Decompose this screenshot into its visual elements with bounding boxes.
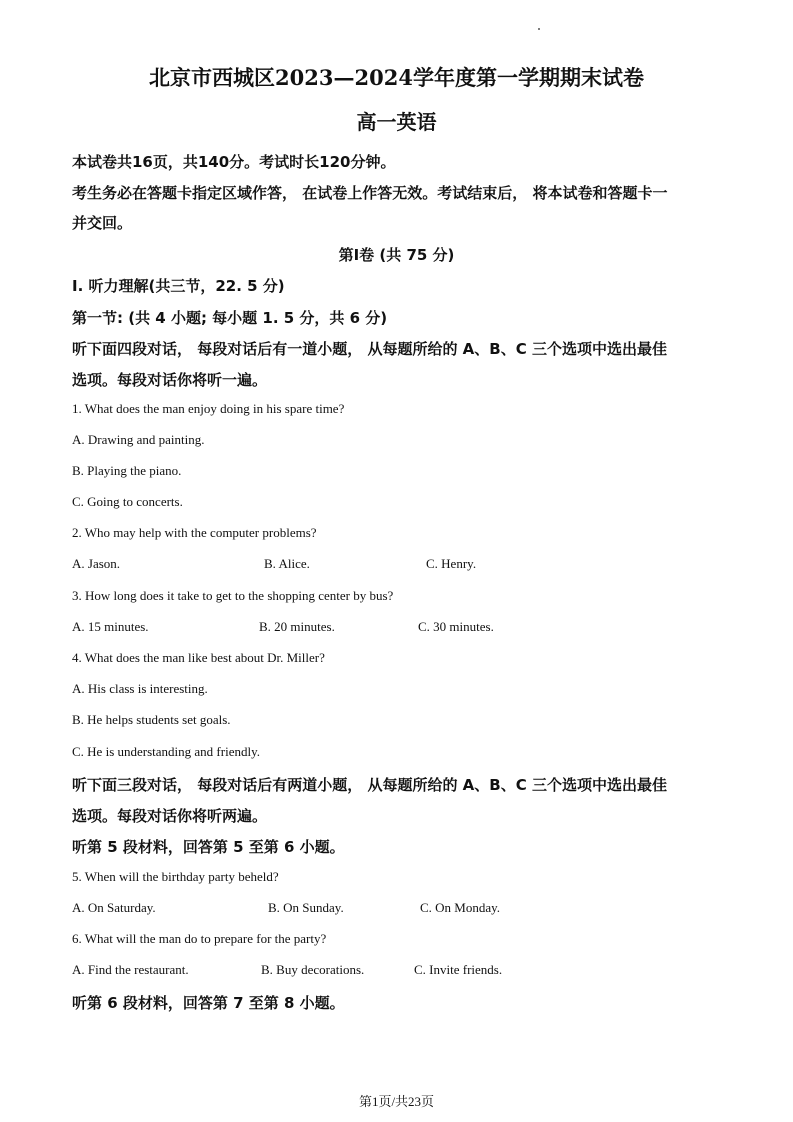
q2-option-a: A. Jason. xyxy=(72,556,121,571)
intro-line-3: 并交回。 xyxy=(72,214,133,232)
section-title: Ⅰ. 听力理解(共三节，22. 5 分) xyxy=(72,277,285,295)
q6-option-c: C. Invite friends. xyxy=(414,962,503,977)
question-5: 5. When will the birthday party beheld? xyxy=(72,869,279,884)
page-footer: 第1页/共23页 xyxy=(358,1094,435,1109)
part-title: 第Ⅰ卷 (共 75 分) xyxy=(338,246,455,264)
q5-option-c: C. On Monday. xyxy=(420,900,501,915)
exam-subject: 高一英语 xyxy=(356,110,437,134)
q2-option-c: C. Henry. xyxy=(426,556,477,571)
question-4: 4. What does the man like best about Dr. Miller? xyxy=(72,650,325,665)
q2-option-b: B. Alice. xyxy=(264,556,310,571)
q4-option-b: B. He helps students set goals. xyxy=(72,712,231,727)
q4-option-a: A. His class is interesting. xyxy=(72,681,208,696)
instruction-1-line-2: 选项。每段对话你将听一遍。 xyxy=(72,371,268,389)
exam-title: 北京市西城区2023—2024学年度第一学期期末试卷 xyxy=(149,65,644,90)
q3-option-c: C. 30 minutes. xyxy=(418,619,494,634)
q6-option-a: A. Find the restaurant. xyxy=(72,962,189,977)
q1-option-c: C. Going to concerts. xyxy=(72,494,183,509)
subsection-title: 第一节: (共 4 小题; 每小题 1. 5 分，共 6 分) xyxy=(72,309,388,327)
q3-option-a: A. 15 minutes. xyxy=(72,619,149,634)
q1-option-a: A. Drawing and painting. xyxy=(72,432,205,447)
question-2: 2. Who may help with the computer problems? xyxy=(72,525,317,540)
intro-line-2: 考生务必在答题卡指定区域作答， 在试卷上作答无效。考试结束后， 将本试卷和答题卡一 xyxy=(72,184,668,202)
q1-option-b: B. Playing the piano. xyxy=(72,463,182,478)
instruction-2-line-2: 选项。每段对话你将听两遍。 xyxy=(72,807,268,825)
q6-option-b: B. Buy decorations. xyxy=(261,962,365,977)
material-5-heading: 听第 5 段材料，回答第 5 至第 6 小题。 xyxy=(72,838,345,856)
instruction-2-line-1: 听下面三段对话， 每段对话后有两道小题， 从每题所给的 A、B、C 三个选项中选出最佳 xyxy=(72,776,667,794)
question-3: 3. How long does it take to get to the shopping center by bus? xyxy=(72,588,394,603)
question-6: 6. What will the man do to prepare for the party? xyxy=(72,931,327,946)
q3-option-b: B. 20 minutes. xyxy=(259,619,335,634)
q4-option-c: C. He is understanding and friendly. xyxy=(72,744,260,759)
instruction-1-line-1: 听下面四段对话， 每段对话后有一道小题， 从每题所给的 A、B、C 三个选项中选出最佳 xyxy=(72,340,667,358)
q5-option-a: A. On Saturday. xyxy=(72,900,156,915)
q5-option-b: B. On Sunday. xyxy=(268,900,344,915)
intro-line-1: 本试卷共16页，共140分。考试时长120分钟。 xyxy=(72,153,396,171)
material-6-heading: 听第 6 段材料，回答第 7 至第 8 小题。 xyxy=(72,994,345,1012)
question-1: 1. What does the man enjoy doing in his spare time? xyxy=(72,401,345,416)
mark-dot xyxy=(538,28,540,30)
